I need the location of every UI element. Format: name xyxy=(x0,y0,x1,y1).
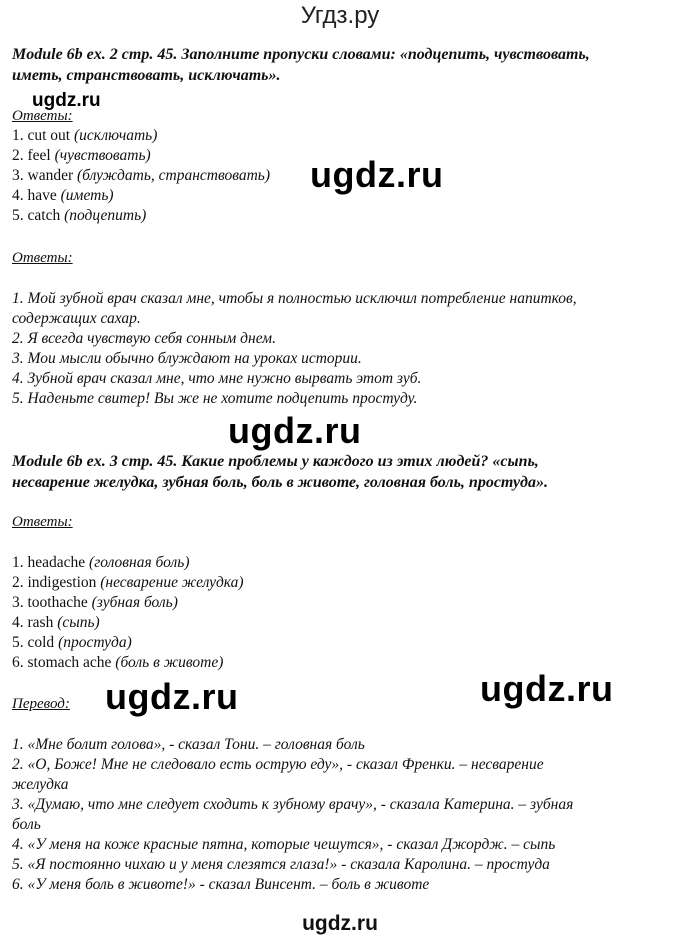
answer-row xyxy=(12,573,244,593)
answer-row xyxy=(12,653,223,673)
section2-answers-label: Ответы: xyxy=(12,514,73,530)
translation-line: 2. «О, Боже! Мне не следовало есть острую еду», - сказал Френки. – несварение xyxy=(12,756,544,773)
watermark-large: ugdz.ru xyxy=(228,410,362,451)
translation-line: желудка xyxy=(12,776,69,793)
answer-num: 2. xyxy=(12,574,24,591)
answer-num: 6. xyxy=(12,654,24,671)
answer-num: 4. xyxy=(12,614,24,631)
section1-heading-line-2: иметь, странствовать, исключать». xyxy=(12,67,281,84)
answer-en: toothache xyxy=(27,594,88,611)
answer-en: rash xyxy=(27,614,54,631)
answer-ru: (чувствовать) xyxy=(54,147,151,164)
translation-line: содержащих сахар. xyxy=(12,310,141,327)
section2-heading-line-2: несварение желудка, зубная боль, боль в животе, головная боль, простуда». xyxy=(12,474,548,491)
watermark-small: ugdz.ru xyxy=(32,90,101,111)
translation-line: 1. Мой зубной врач сказал мне, чтобы я полностью исключил потребление напитков, xyxy=(12,290,577,307)
answer-en: stomach ache xyxy=(27,654,112,671)
translation-line: 4. «У меня на коже красные пятна, которые чешутся», - сказал Джордж. – сыпь xyxy=(12,836,556,853)
answer-row xyxy=(12,166,270,186)
answer-en: feel xyxy=(27,147,51,164)
answer-ru: (сыпь) xyxy=(57,614,100,631)
answer-ru: (боль в животе) xyxy=(115,654,224,671)
section2-translation-label: Перевод: xyxy=(12,696,70,712)
section1-heading-line-1: Module 6b ex. 2 стр. 45. Заполните пропуски словами: «подцепить, чувствовать, xyxy=(12,46,590,63)
answer-ru: (блуждать, странствовать) xyxy=(77,167,271,184)
translation-line: 1. «Мне болит голова», - сказал Тони. – головная боль xyxy=(12,736,365,753)
answer-ru: (зубная боль) xyxy=(91,594,178,611)
translation-line: 6. «У меня боль в животе!» - сказал Винсент. – боль в животе xyxy=(12,876,430,893)
answer-en: have xyxy=(27,187,57,204)
answer-en: cold xyxy=(27,634,55,651)
answer-num: 4. xyxy=(12,187,24,204)
watermark-large: ugdz.ru xyxy=(310,154,444,195)
answer-ru: (простуда) xyxy=(58,634,132,651)
answer-ru: (несварение желудка) xyxy=(100,574,244,591)
answer-num: 3. xyxy=(12,167,24,184)
answer-ru: (иметь) xyxy=(60,187,114,204)
answer-row xyxy=(12,146,151,166)
answer-en: indigestion xyxy=(27,574,97,591)
answer-row xyxy=(12,633,132,653)
answer-num: 2. xyxy=(12,147,24,164)
translation-line: 4. Зубной врач сказал мне, что мне нужно вырвать этот зуб. xyxy=(12,370,422,387)
answer-en: wander xyxy=(27,167,74,184)
section1-translation-label: Ответы: xyxy=(12,250,73,266)
translation-line: боль xyxy=(12,816,41,833)
answer-row xyxy=(12,553,189,573)
translation-line: 2. Я всегда чувствую себя сонным днем. xyxy=(12,330,276,347)
answer-row xyxy=(12,613,100,633)
answer-en: catch xyxy=(27,207,61,224)
translation-line: 3. «Думаю, что мне следует сходить к зубному врачу», - сказала Катерина. – зубная xyxy=(12,796,574,813)
answer-num: 3. xyxy=(12,594,24,611)
answer-en: headache xyxy=(27,554,86,571)
answer-ru: (подцепить) xyxy=(64,207,147,224)
answer-num: 1. xyxy=(12,127,24,144)
section1-answers-label: Ответы: xyxy=(12,108,73,124)
answer-ru: (исключать) xyxy=(74,127,158,144)
answer-num: 5. xyxy=(12,207,24,224)
answer-ru: (головная боль) xyxy=(89,554,190,571)
answer-row xyxy=(12,186,114,206)
answer-num: 1. xyxy=(12,554,24,571)
answer-num: 5. xyxy=(12,634,24,651)
translation-line: 5. «Я постоянно чихаю и у меня слезятся глаза!» - сказала Каролина. – простуда xyxy=(12,856,550,873)
answer-row xyxy=(12,126,157,146)
site-title: Угдз.ру xyxy=(300,2,380,29)
answer-en: cut out xyxy=(27,127,71,144)
translation-line: 5. Наденьте свитер! Вы же не хотите подцепить простуду. xyxy=(12,390,418,407)
section2-heading-line-1: Module 6b ex. 3 стр. 45. Какие проблемы у каждого из этих людей? «сыпь, xyxy=(12,453,539,470)
answer-row xyxy=(12,206,146,226)
watermark-large: ugdz.ru xyxy=(480,668,614,709)
translation-line: 3. Мои мысли обычно блуждают на уроках истории. xyxy=(12,350,362,367)
answer-row xyxy=(12,593,178,613)
watermark-large: ugdz.ru xyxy=(105,676,239,717)
watermark-footer: ugdz.ru xyxy=(302,912,378,935)
